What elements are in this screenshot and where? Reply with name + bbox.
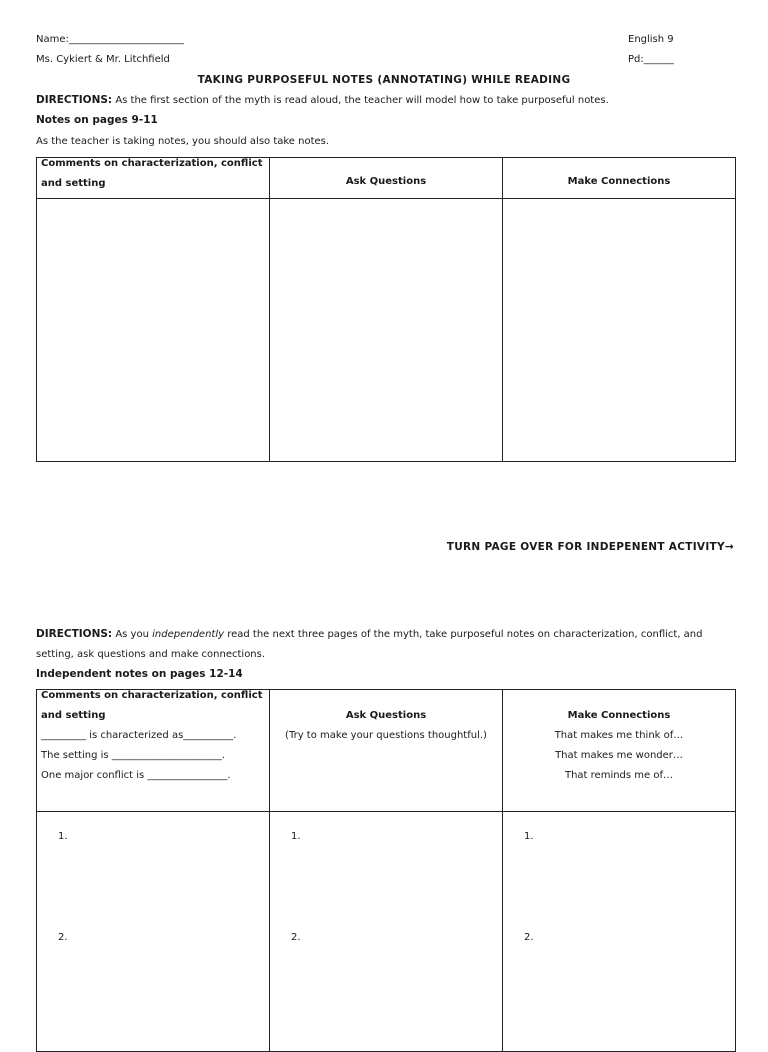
period-field[interactable]: Pd:______ bbox=[628, 54, 674, 65]
directions2-pre: As you bbox=[112, 629, 153, 640]
notes-table-1 bbox=[36, 157, 736, 462]
notes-heading-2: Independent notes on pages 12-14 bbox=[36, 668, 243, 680]
table1-header-connections-label: Make Connections bbox=[567, 175, 671, 187]
notes-heading-1: Notes on pages 9-11 bbox=[36, 114, 158, 126]
item-number-2: 2. bbox=[58, 932, 68, 943]
table2-header-comments bbox=[37, 690, 270, 812]
table1-questions-cell[interactable] bbox=[270, 199, 503, 462]
table1-comments-cell[interactable] bbox=[37, 199, 270, 462]
table2-header-questions-label: Ask Questions bbox=[345, 710, 427, 721]
table2-questions-cell[interactable] bbox=[270, 812, 503, 1052]
directions-label-2: DIRECTIONS: bbox=[36, 628, 113, 640]
connection-stem-reminds: That reminds me of… bbox=[564, 770, 674, 781]
item-number-1: 1. bbox=[524, 831, 534, 842]
table2-comments-cell[interactable] bbox=[37, 812, 270, 1052]
table1-header-comments bbox=[37, 158, 270, 199]
setting-prompt[interactable]: The setting is ______________________. bbox=[41, 750, 225, 761]
item-number-1: 1. bbox=[58, 831, 68, 842]
item-number-1: 1. bbox=[291, 831, 301, 842]
directions2-italic: independently bbox=[152, 629, 225, 640]
conflict-prompt[interactable]: One major conflict is ________________. bbox=[41, 770, 231, 781]
table2-header-connections-label: Make Connections bbox=[567, 710, 671, 721]
notes-table-2 bbox=[36, 689, 736, 1052]
directions2-post: read the next three pages of the myth, take purposeful notes on characterization, conflict, and setting, ask questions and make connections. bbox=[36, 629, 703, 660]
directions-label: DIRECTIONS: bbox=[36, 94, 113, 106]
item-number-2: 2. bbox=[291, 932, 301, 943]
table1-header-questions bbox=[270, 158, 503, 199]
table1-header-connections bbox=[503, 158, 736, 199]
instruction-text: As the teacher is taking notes, you should also take notes. bbox=[36, 136, 330, 147]
table2-header-connections bbox=[503, 690, 736, 812]
section1-directions bbox=[36, 90, 736, 111]
table2-header-comments-line1: Comments on characterization, conflict bbox=[41, 690, 263, 701]
questions-hint: (Try to make your questions thoughtful.) bbox=[285, 730, 487, 741]
section2-directions bbox=[36, 624, 736, 665]
page-title: TAKING PURPOSEFUL NOTES (ANNOTATING) WHILE READING bbox=[197, 74, 571, 86]
table2-header-questions bbox=[270, 690, 503, 812]
connection-stem-think: That makes me think of… bbox=[554, 730, 684, 741]
table1-connections-cell[interactable] bbox=[503, 199, 736, 462]
course-label: English 9 bbox=[628, 34, 674, 45]
table1-header-comments-label: Comments on characterization, conflict and setting bbox=[41, 158, 263, 189]
characterized-prompt[interactable]: _________ is characterized as__________. bbox=[41, 730, 237, 741]
teachers-label: Ms. Cykiert & Mr. Litchfield bbox=[36, 54, 170, 65]
table2-connections-cell[interactable] bbox=[503, 812, 736, 1052]
table1-header-questions-label: Ask Questions bbox=[345, 175, 427, 187]
name-field[interactable]: Name:_______________________ bbox=[36, 34, 184, 45]
turn-page-note: TURN PAGE OVER FOR INDEPENENT ACTIVITY→ bbox=[446, 541, 734, 553]
table2-header-comments-line2: and setting bbox=[41, 710, 106, 721]
directions-text: As the first section of the myth is read aloud, the teacher will model how to take purposeful notes. bbox=[112, 95, 609, 106]
connection-stem-wonder: That makes me wonder… bbox=[555, 750, 683, 761]
item-number-2: 2. bbox=[524, 932, 534, 943]
